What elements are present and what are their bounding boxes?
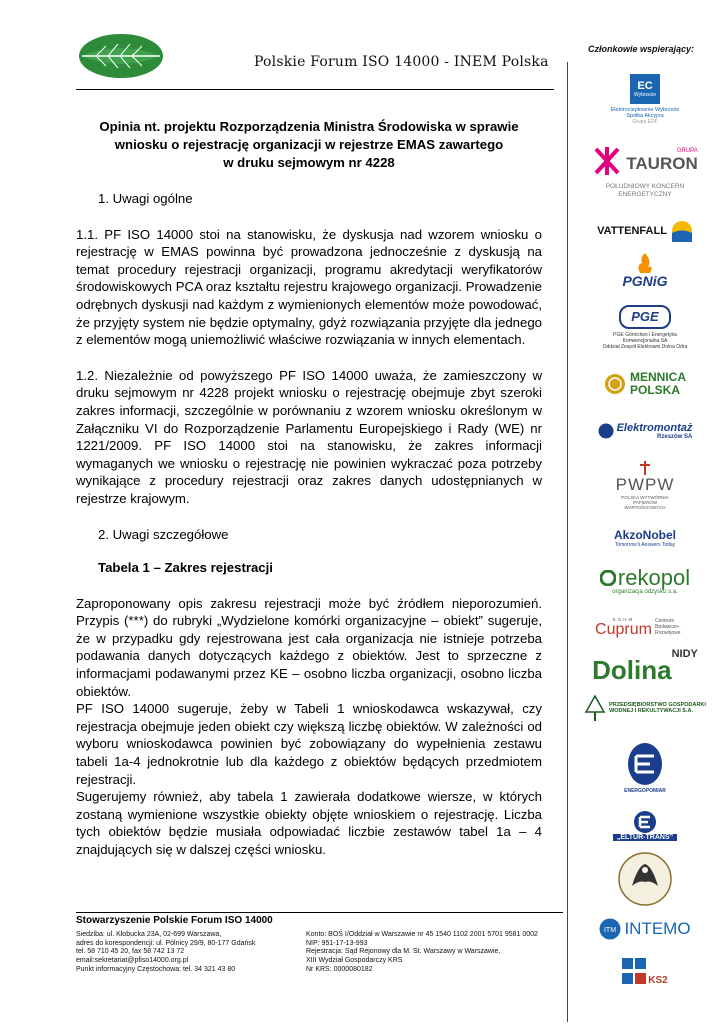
forum-leaf-logo xyxy=(76,30,166,82)
pwpw-crown-icon xyxy=(638,461,652,475)
logo-rekopol: rekopol organizacja odzysku s.a. xyxy=(580,562,710,600)
eagle-emblem-icon xyxy=(618,852,672,906)
logo-vattenfall: VATTENFALL xyxy=(580,218,710,244)
svg-text:ITM: ITM xyxy=(604,927,617,934)
sidebar-divider xyxy=(567,62,568,1022)
section-heading-detailed: 2. Uwagi szczegółowe xyxy=(98,526,229,542)
logo-tauron: GRUPA TAURON POŁUDNIOWY KONCERN ENERGETYCZNY xyxy=(580,136,710,208)
footer-address: Siedziba: ul. Kłobucka 23A, 02-699 Warszawa, adres do korespondencji: ul. Pólnicy 29/9, 80-177 Gdańsk tel. 58 710 45 20, fax 58 742 13 72 email:sekretariat@pfiso14000.org.pl Punkt informacyjny Częstochowa: tel. 34 321 43 80 xyxy=(76,931,298,975)
logo-pgnig: PGNiG xyxy=(580,250,710,292)
logo-elektromontaz: Elektromontaż Rzeszów SA xyxy=(580,414,710,448)
pgnig-flame-icon xyxy=(636,253,654,273)
document-body xyxy=(76,118,542,859)
logo-eltur-trans: „ELTUR-TRANS” xyxy=(580,804,710,846)
table-heading: Tabela 1 – Zakres rejestracji xyxy=(98,560,273,576)
logo-pge: PGE PGE Górnictwo i Energetyka Konwencjonalna SA Oddział Zespół Elektrowni Dolna Odra xyxy=(580,298,710,356)
paragraph-2-3: Sugerujemy również, aby tabela 1 zawierała dodatkowe wiersze, w których zostaną wymienione wszystkie obiekty objęte wnioskiem o rejestrację. Liczba tych obiektów będzie musiała odpowiadać liczbie zestawów tabel 1a – 4 znajdujących się w dalszej części wniosku. xyxy=(76,789,542,857)
footer-org-name: Stowarzyszenie Polskie Forum ISO 14000 xyxy=(76,915,273,926)
eltur-emblem-icon xyxy=(632,810,658,834)
paragraph-1-1: 1.1. PF ISO 14000 stoi na stanowisku, że dyskusja nad wzorem wniosku o rejestrację w EMAS powinna być prowadzona jednocześnie z dyskusją na temat procedury rejestracji organizacji, programu akredytacji weryfikatorów środowiskowych PCA oraz kształtu rejestru krajowego organizacji. Prowadzenie odrębnych dyskusji nad każdym z wymienionych elementów może powodować, że przyjęty system nie będzie optymalny, gdyż rozwiązania przyjęte dla jednego z elementów mogą uniemożliwić właściwe rozwiązania w innych elementach. xyxy=(76,226,542,348)
logo-akzonobel: AkzoNobel Tomorrow's Answers Today xyxy=(613,528,676,548)
logo-ec-wybrzeze: EC Wybrzeże Elektrociepłownie Wybrzeże Spółka Akcyjna Grupa EDF xyxy=(580,64,710,134)
itm-badge-icon xyxy=(599,918,621,940)
ks2-squares-icon xyxy=(622,958,646,986)
page-header xyxy=(76,26,554,90)
ec-mark: EC xyxy=(637,79,653,92)
document-title: Opinia nt. projektu Rozporządzenia Ministra Środowiska w sprawie wniosku o rejestrację organizacji w rejestrze EMAS zawartego w druku sejmowym nr 4228 xyxy=(99,119,519,170)
footer-registration: Konto: BOŚ I/Oddział w Warszawie nr 45 1540 1102 2001 5701 9581 0002 NIP: 951-17-13-993 Rejestracja: Sąd Rejonowy dla M. St. Warszawy w Warszawie, XIII Wydział Gospodarczy KRS Nr KRS: 0000080182 xyxy=(306,931,538,973)
logo-energopomiar: ENERGOPOMIAR xyxy=(580,736,710,800)
rekopol-recycle-icon xyxy=(600,570,616,586)
logo-eagle-emblem xyxy=(580,850,710,908)
logo-intemo: ITM INTEMO xyxy=(580,914,710,944)
footer-email[interactable]: email:sekretariat@pfiso14000.org.pl xyxy=(76,957,189,965)
logo-mennica-polska: MENNICA POLSKA xyxy=(580,362,710,406)
logo-pgwir: PRZEDSIĘBIORSTWO GOSPODARKI WODNEJ I REKULTYWACJI S.A. xyxy=(580,688,710,728)
logo-dolina-nidy: Dolina NIDY xyxy=(592,648,698,685)
paragraph-2-2: PF ISO 14000 sugeruje, żeby w Tabeli 1 wnioskodawca wskazywał, czy rejestracja obejmuje jeden obiekt czy większą liczbę obiektów. W zależności od wyboru wnioskodawca powinien być zobowiązany do wypełnienia zestawu tabeli 1a-4 jednokrotnie lub dla każdego z obiektów będących przedmiotem rejestracji. xyxy=(76,701,542,787)
mennica-coin-icon xyxy=(604,373,626,395)
logo-ks2: KS2 xyxy=(580,950,710,986)
vattenfall-sun-icon xyxy=(671,220,693,242)
members-heading: Członkowie wspierający: xyxy=(588,44,695,54)
section-heading-general: 1. Uwagi ogólne xyxy=(98,191,193,206)
logo-pwpw: PWPW POLSKA WYTWÓRNIA PAPIERÓW WARTOŚCIOWYCH xyxy=(580,454,710,516)
tauron-star-icon xyxy=(592,145,622,177)
tree-icon xyxy=(584,694,606,722)
org-title: Polskie Forum ISO 14000 - INEM Polska xyxy=(254,54,549,70)
energopomiar-emblem-icon xyxy=(626,742,664,788)
paragraph-1-2: 1.2. Niezależnie od powyższego PF ISO 14000 uważa, że zamieszczony w druku sejmowym nr 4228 projekt wniosku o rejestrację obejmuje zbyt szeroki zakres informacji, szczególnie w porównaniu z wzorem wniosku określonym w Załączniku VI do Rozporządzenie Parlamentu Europejskiego i Rady (WE) nr 1221/2009. PF ISO 14000 stoi na stanowisku, że zakres informacji wymaganych we wniosku o rejestrację nie powinien wykraczać poza potrzeby wynikające z procedury rejestracji oraz zakres danych udostępnianych w rejestrze krajowym. xyxy=(76,367,542,506)
logo-cuprum: KGHM Cuprum Centrum Badawczo-Rozwojowe xyxy=(595,616,681,638)
footer-divider xyxy=(76,912,563,913)
elektromontaz-emblem-icon xyxy=(598,423,614,439)
paragraph-2-1: Zaproponowany opis zakresu rejestracji może być źródłem nieporozumień. Przypis (***) do rubryki „Wydzielone komórki organizacyjne – obiekt” sugeruje, że w przypadku gdy rejestrowana jest cała organizacja nie istnieje potrzeba podawania danych dotyczących każdego z obiektów. Jest to sprzeczne z informacjami podawanymi przez KE – osobno liczba organizacji, osobno liczba obiektów. xyxy=(76,595,542,699)
